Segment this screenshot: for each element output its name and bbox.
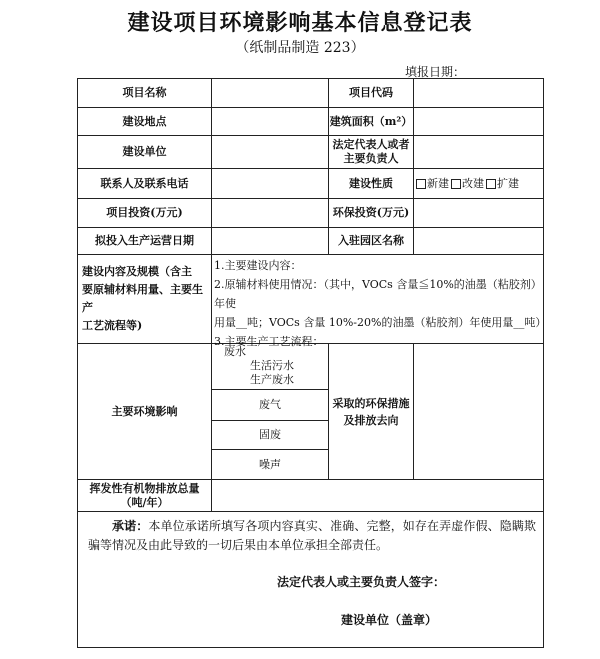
content-line-3: 用量__吨；VOCs 含量 10%-20%的油墨（粘胶剂）年使用量__吨） <box>214 316 547 329</box>
nature-new-checkbox[interactable] <box>416 179 426 189</box>
env-measures-label: 采取的环保措施 及排放去向 <box>332 396 410 427</box>
project-name-label: 项目名称 <box>122 86 167 99</box>
construction-content-label: 建设内容及规模（含主 要原辅材料用量、主要生产 工艺流程等) <box>82 265 203 332</box>
env-impact-label: 主要环境影响 <box>111 404 178 418</box>
legal-representative-label: 法定代表人或者 主要负责人 <box>332 138 410 165</box>
construction-nature-options: 新建 改建 扩建 <box>414 169 543 198</box>
contact-field[interactable] <box>212 169 328 198</box>
page-title: 建设项目环境影响基本信息登记表 <box>127 10 473 36</box>
wastewater-label: 废水 <box>224 345 246 358</box>
content-line-2: 2.原辅材料使用情况：（其中，VOCs 含量≦10%的油墨（粘胶剂）年使 <box>214 278 542 310</box>
legal-rep-signature-label: 法定代表人或主要负责人签字： <box>277 575 446 589</box>
nature-expand-checkbox[interactable] <box>486 179 496 189</box>
park-name-field[interactable] <box>414 228 543 254</box>
registration-form-table <box>77 78 547 648</box>
voc-total-label: 挥发性有机物排放总量 （吨/年） <box>89 481 200 509</box>
construction-content-field[interactable] <box>214 256 547 351</box>
construction-nature-label: 建设性质 <box>349 176 393 190</box>
production-wastewater-label: 生产废水 <box>250 373 294 386</box>
pledge-text: 本单位承诺所填写各项内容真实、准确、完整，如存在弄虚作假、隐瞒欺骗等情况及由此导致的一切后果由本单位承担全部责任。 <box>88 519 536 552</box>
domestic-sewage-label: 生活污水 <box>250 359 294 372</box>
legal-representative-field[interactable] <box>414 136 543 168</box>
pledge-label: 承诺： <box>112 519 149 533</box>
project-name-field[interactable] <box>212 79 328 107</box>
start-date-label: 拟投入生产运营日期 <box>95 234 194 247</box>
env-measures-field[interactable] <box>414 344 543 479</box>
pledge-statement <box>88 517 536 555</box>
park-name-label: 入驻园区名称 <box>338 234 404 247</box>
location-field[interactable] <box>212 108 328 135</box>
floor-area-label: 建筑面积（m²） <box>329 114 413 128</box>
start-date-field[interactable] <box>212 228 328 254</box>
unit-seal-label: 建设单位（盖章） <box>341 613 438 627</box>
contact-label: 联系人及联系电话 <box>100 176 189 190</box>
construction-unit-field[interactable] <box>212 136 328 168</box>
project-code-label: 项目代码 <box>349 86 393 99</box>
project-code-field[interactable] <box>414 79 543 107</box>
nature-rebuild-checkbox[interactable] <box>451 179 461 189</box>
location-label: 建设地点 <box>122 114 167 128</box>
env-investment-label: 环保投资(万元) <box>332 206 410 219</box>
noise-label: 噪声 <box>259 457 281 471</box>
voc-total-field[interactable] <box>212 480 543 511</box>
content-line-1: 1.主要建设内容： <box>214 259 302 272</box>
floor-area-field[interactable] <box>414 108 543 135</box>
content-line-4: 3.主要生产工艺流程： <box>214 335 324 348</box>
investment-label: 项目投资(万元) <box>106 206 183 219</box>
waste-gas-label: 废气 <box>259 398 281 411</box>
investment-field[interactable] <box>212 199 328 227</box>
page-subtitle: （纸制品制造 223） <box>235 40 365 56</box>
fill-date-label: 填报日期： <box>405 65 466 79</box>
construction-unit-label: 建设单位 <box>122 145 167 158</box>
solid-waste-label: 固废 <box>259 428 281 441</box>
env-investment-field[interactable] <box>414 199 543 227</box>
